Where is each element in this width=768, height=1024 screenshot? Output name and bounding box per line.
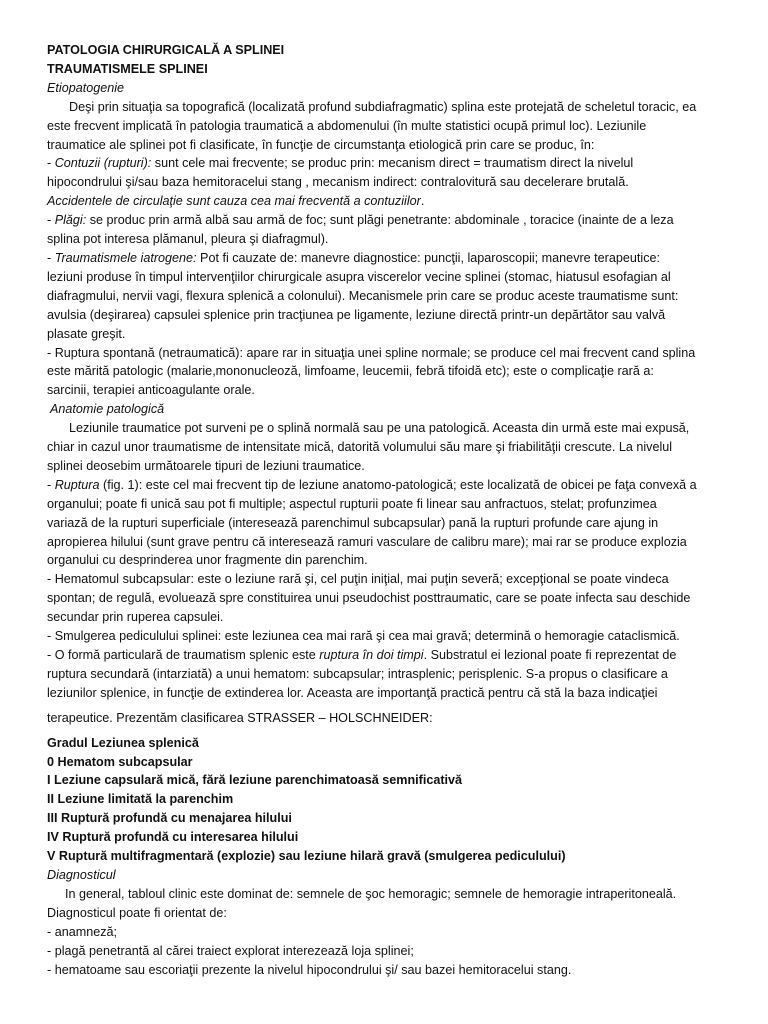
text-line: Leziunile traumatice pot surveni pe o splină normală sau pe una patologică. Aceasta din urmă este mai expusă,	[69, 421, 690, 436]
list-item: - hematoame sau escoriaţii prezente la nivelul hipocondrului şi/ sau bazei hemitoracelui stang.	[47, 962, 572, 977]
text-line: plasate greşit.	[47, 326, 126, 341]
text-line: spontan; de regulă, evoluează spre constituirea unui pseudochist posttraumatic, care se poate infecta sau deschide	[47, 591, 691, 606]
text-line: apropierea hilului (sunt grave pentru că interesează ramuri vasculare de calibru mare); mai rar se produce explozia	[47, 534, 687, 549]
text-line: - Ruptura (fig. 1): este cel mai frecvent tip de leziune anatomo-patologică; este localizată de obicei pe faţa convexă a	[47, 477, 697, 492]
classification-row: III Ruptură profundă cu menajarea hilului	[47, 811, 292, 826]
text-line: Deşi prin situaţia sa topografică (localizată profund subdiafragmatic) splina este protejată de scheletul toracic, ea	[69, 99, 697, 114]
text-line: ruptura secundară (intarziată) a unui hematom: subcapsular; intrasplenic; perisplenic. S-a propus o clasificare a	[47, 666, 668, 681]
classification-row: 0 Hematom subcapsular	[47, 754, 193, 769]
text-line: chiar in cazul unor traumatisme de intensitate mică, datorită volumului său mare şi friabilităţii crescute. La nivelul	[47, 440, 673, 455]
text-line: organului cu desprinderea unor fragmente din parenchim.	[47, 553, 368, 568]
term-ruptura: Ruptura	[54, 477, 100, 492]
classification-table	[47, 734, 732, 866]
anatomie-body	[47, 419, 732, 728]
classification-row: I Leziune capsulară mică, fără leziune parenchimatoasă semnificativă	[47, 773, 463, 788]
list-item: - plagă penetrantă al cărei traiect explorat interezează loja splinei;	[47, 943, 414, 958]
text-line: - Smulgerea pediculului splinei: este leziunea cea mai rară şi cea mai gravă; determină o hemoragie cataclismică.	[47, 629, 680, 644]
text-line: leziuni produse în timpul intervenţiilor chirurgicale asupra viscerelor vecine splinei (stomac, hiatusul esofagian al	[47, 269, 671, 284]
text-line: - Traumatismele iatrogene: Pot fi cauzate de: manevre diagnostice: puncţii, laparoscopii; manevre terapeutice:	[47, 250, 660, 265]
text-line: diafragmului, nervii vagi, flexura splenică a colonului). Mecanismele prin care se produc aceste traumatisme sunt:	[47, 288, 679, 303]
section-heading-diagnostic: Diagnosticul	[47, 867, 116, 882]
text-line: terapeutice. Prezentăm clasificarea STRASSER – HOLSCHNEIDER:	[47, 710, 433, 725]
document-subtitle: TRAUMATISMELE SPLINEI	[47, 61, 208, 76]
classification-row: V Ruptură multifragmentară (explozie) sau leziune hilară gravă (smulgerea pediculului)	[47, 849, 566, 864]
list-item: - anamneză;	[47, 924, 118, 939]
section-heading-anatomie: Anatomie patologică	[50, 402, 165, 417]
text-line: - Hematomul subcapsular: este o leziune rară şi, cel puţin iniţial, mai puţin severă; excepţional se poate vindeca	[47, 572, 669, 587]
text-line: - Plăgi: se produc prin armă albă sau armă de foc; sunt plăgi penetrante: abdominale , toracice (inainte de a leza	[47, 213, 674, 228]
term-contuzii: Contuzii (rupturi):	[54, 156, 152, 171]
diagnostic-body	[47, 885, 732, 980]
etiopatogenie-body	[47, 98, 732, 401]
text-line: leziunilor splenice, in funcţie de extinderea lor. Aceasta are importanţă practică pentru că stă la baza indicaţiei	[47, 685, 658, 700]
term-iatrogene: Traumatismele iatrogene:	[54, 250, 197, 265]
text-line: este mărită patologic (malarie,mononucleoză, limfoame, leucemii, febră tifoidă etc); este o complicaţie rară a:	[47, 364, 654, 379]
term-plagi: Plăgi:	[54, 213, 87, 228]
text-line: variază de la rupturi superficiale (interesează parenchimul subcapsular) pană la rupturi profunde care ajung in	[47, 515, 659, 530]
text-line: In general, tabloul clinic este dominat de: semnele de şoc hemoragic; semnele de hemoragie intraperitoneală.	[65, 886, 677, 901]
document-title: PATOLOGIA CHIRURGICALĂ A SPLINEI	[47, 43, 285, 57]
text-line: - O formă particulară de traumatism splenic este ruptura în doi timpi. Substratul ei lezional poate fi reprezentat de	[47, 648, 677, 662]
term-ruptura-doi-timpi: ruptura în doi timpi	[319, 648, 424, 662]
text-line: organului; poate fi unică sau pot fi multiple; aspectul rupturii poate fi linear sau anfractuos, stelat; profunzimea	[47, 496, 657, 511]
text-line: - Contuzii (rupturi): sunt cele mai frecvente; se produc prin: mecanism direct = traumatism direct la nivelul	[47, 156, 634, 171]
text-line: splina pot interesa plămanul, pleura şi diafragmul).	[47, 232, 329, 247]
text-line: Diagnosticul poate fi orientat de:	[47, 905, 227, 920]
classification-row: II Leziune limitată la parenchim	[47, 792, 234, 807]
text-line: este frecvent implicată în patologia traumatică a abdomenului (în multe statistici ocupă primul loc). Leziunile	[47, 118, 647, 133]
text-line: secundar prin ruperea capsulei.	[47, 610, 224, 625]
text-line: sarcinii, terapiei anticoagulante orale.	[47, 383, 255, 398]
classification-heading: Gradul Leziunea splenică	[47, 735, 199, 750]
classification-row: IV Ruptură profundă cu interesarea hilului	[47, 830, 299, 845]
text-line: splinei deosebim următoarele tipuri de leziuni traumatice.	[47, 458, 365, 473]
text-line: - Ruptura spontană (netraumatică): apare rar in situaţia unei spline normale; se produce cel mai frecvent cand splina	[47, 345, 696, 360]
section-heading-etiopatogenie: Etiopatogenie	[47, 80, 125, 95]
text-line: avulsia (deşirarea) capsulei splenice prin tracţiunea pe ligamente, leziune directă printr-un depărtător sau valvă	[47, 307, 666, 322]
text-line: Accidentele de circulaţie sunt cauza cea mai frecventă a contuziilor.	[47, 194, 425, 209]
text-line: hipocondrului şi/sau baza hemitoracelui stang , mecanism indirect: contralovitură sau decelerare brutală.	[47, 175, 629, 190]
text-line: traumatice ale splinei pot fi clasificate, în funcţie de circumstanţa etiologică prin care se produc, în:	[47, 137, 595, 152]
